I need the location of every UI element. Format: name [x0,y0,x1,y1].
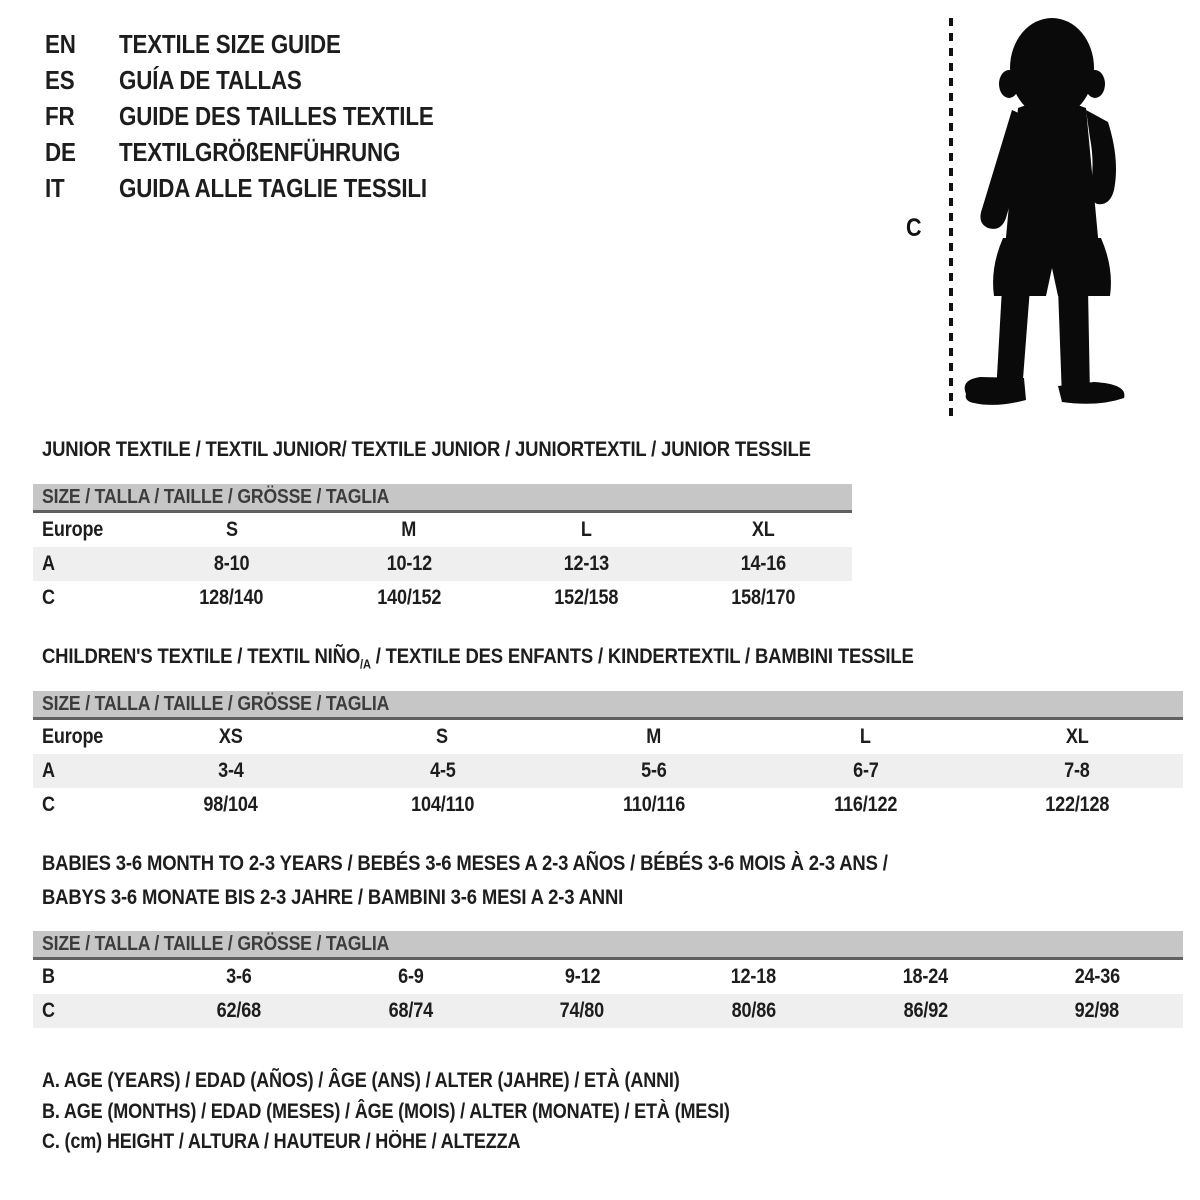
value-cell: 5-6 [641,759,667,782]
value-cell: S [436,725,449,748]
children-section-title: CHILDREN'S TEXTILE / TEXTIL $NIÑO_{/A}$ / TEXTILE DES ENFANTS / KINDERTEXTIL / BAMBINI TESSILE [42,644,914,672]
language-code: FR [45,101,75,131]
value-cell: 18-24 [902,965,949,988]
toddler-silhouette [965,18,1125,405]
height-figure [900,10,1160,422]
value-cell: 3-4 [217,759,244,782]
value-cell: 10-12 [386,552,432,575]
language-row [45,170,485,206]
guide-title-es: GUÍA DE TALLAS [119,65,302,95]
row-label-cell: A [42,759,55,782]
value-cell: M [646,725,662,748]
value-cell: 9-12 [564,965,600,988]
size-header-bar [33,691,1183,720]
language-code: IT [45,173,65,203]
row-label-cell: A [42,552,55,575]
guide-title-fr: GUIDE DES TAILLES TEXTILE [119,101,434,131]
value-cell: XL [1065,725,1089,748]
guide-title-en: TEXTILE SIZE GUIDE [119,29,341,59]
size-header-label: SIZE / TALLA / TAILLE / GRÖSSE / TAGLIA [42,932,390,955]
value-cell: 6-7 [852,759,879,782]
junior-section-title: JUNIOR TEXTILE / TEXTIL JUNIOR/ TEXTILE JUNIOR / JUNIORTEXTIL / JUNIOR TESSILE [42,437,811,461]
table-row-height [33,994,1183,1028]
language-code: DE [45,137,76,167]
table-row-europe [33,720,1183,754]
size-header-bar [33,484,852,513]
value-cell: XL [752,518,775,541]
junior-size-table [33,484,852,615]
value-cell: 104/110 [410,793,474,816]
legend-line-a: A. AGE (YEARS) / EDAD (AÑOS) / ÂGE (ANS) / ALTER (JAHRE) / ETÀ (ANNI) [42,1069,680,1092]
toddler-silhouette-icon [900,10,1160,422]
size-header-label: SIZE / TALLA / TAILLE / GRÖSSE / TAGLIA [42,485,390,508]
value-cell: L [860,725,872,748]
table-row-europe [33,513,852,547]
value-cell: XS [218,725,243,748]
value-cell: 8-10 [213,552,250,575]
legend-line-c: C. (cm) HEIGHT / ALTURA / HAUTEUR / HÖHE / ALTEZZA [42,1130,521,1153]
value-cell: 116/122 [834,793,898,816]
value-cell: 110/116 [622,793,686,816]
babies-section-title: BABIES 3-6 MONTH TO 2-3 YEARS / BEBÉS 3-6 MESES A 2-3 AÑOS / BÉBÉS 3-6 MOIS À 2-3 ANS / BABYS 3-6 MONATE BIS 2-3 JAHRE / BAMBINI 3-6 MESI A 2-3 ANNI [42,851,888,909]
value-cell: 122/128 [1045,793,1110,816]
children-size-table [33,691,1183,822]
measure-legend [42,1066,842,1158]
legend-line-b: B. AGE (MONTHS) / EDAD (MESES) / ÂGE (MOIS) / ALTER (MONATE) / ETÀ (MESI) [42,1099,730,1123]
value-cell: 98/104 [203,793,258,816]
guide-title-it: GUIDA ALLE TAGLIE TESSILI [119,173,427,203]
value-cell: S [225,518,238,541]
row-label-cell: Europe [42,518,104,541]
table-row-age-months [33,960,1183,994]
title-subscript: /A [360,656,371,672]
value-cell: M [401,518,417,541]
value-cell: 128/140 [199,586,264,609]
size-header-bar [33,931,1183,960]
size-header-label: SIZE / TALLA / TAILLE / GRÖSSE / TAGLIA [42,692,390,715]
row-label-cell: C [42,586,55,609]
language-row [45,134,485,170]
value-cell: 4-5 [429,759,456,782]
value-cell: 14-16 [740,552,787,575]
value-cell: L [580,518,592,541]
babies-size-table [33,931,1183,1028]
row-label-cell: C [42,793,55,816]
language-code: EN [45,29,76,59]
table-row-height [33,581,852,615]
value-cell: 7-8 [1064,759,1090,782]
value-cell: 152/158 [554,586,619,609]
value-cell: 68/74 [388,999,433,1022]
guide-title-de: TEXTILGRÖßENFÜHRUNG [119,137,401,167]
value-cell: 24-36 [1074,965,1120,988]
value-cell: 12-13 [563,552,609,575]
height-measure-label: C [906,214,922,242]
row-label-cell: C [42,999,55,1022]
language-row [45,98,485,134]
row-label-cell: Europe [42,725,104,748]
language-row [45,62,485,98]
row-label-cell: B [42,965,55,988]
language-title-block [45,26,485,206]
value-cell: 140/152 [376,586,441,609]
value-cell: 3-6 [226,965,252,988]
language-code: ES [45,65,75,95]
table-row-age [33,754,1183,788]
table-row-age [33,547,852,581]
value-cell: 86/92 [903,999,948,1022]
value-cell: 74/80 [559,999,605,1022]
value-cell: 6-9 [397,965,424,988]
value-cell: 92/98 [1074,999,1120,1022]
value-cell: 12-18 [731,965,777,988]
table-row-height [33,788,1183,822]
value-cell: 80/86 [731,999,776,1022]
language-row [45,26,485,62]
value-cell: 158/170 [731,586,796,609]
value-cell: 62/68 [216,999,261,1022]
